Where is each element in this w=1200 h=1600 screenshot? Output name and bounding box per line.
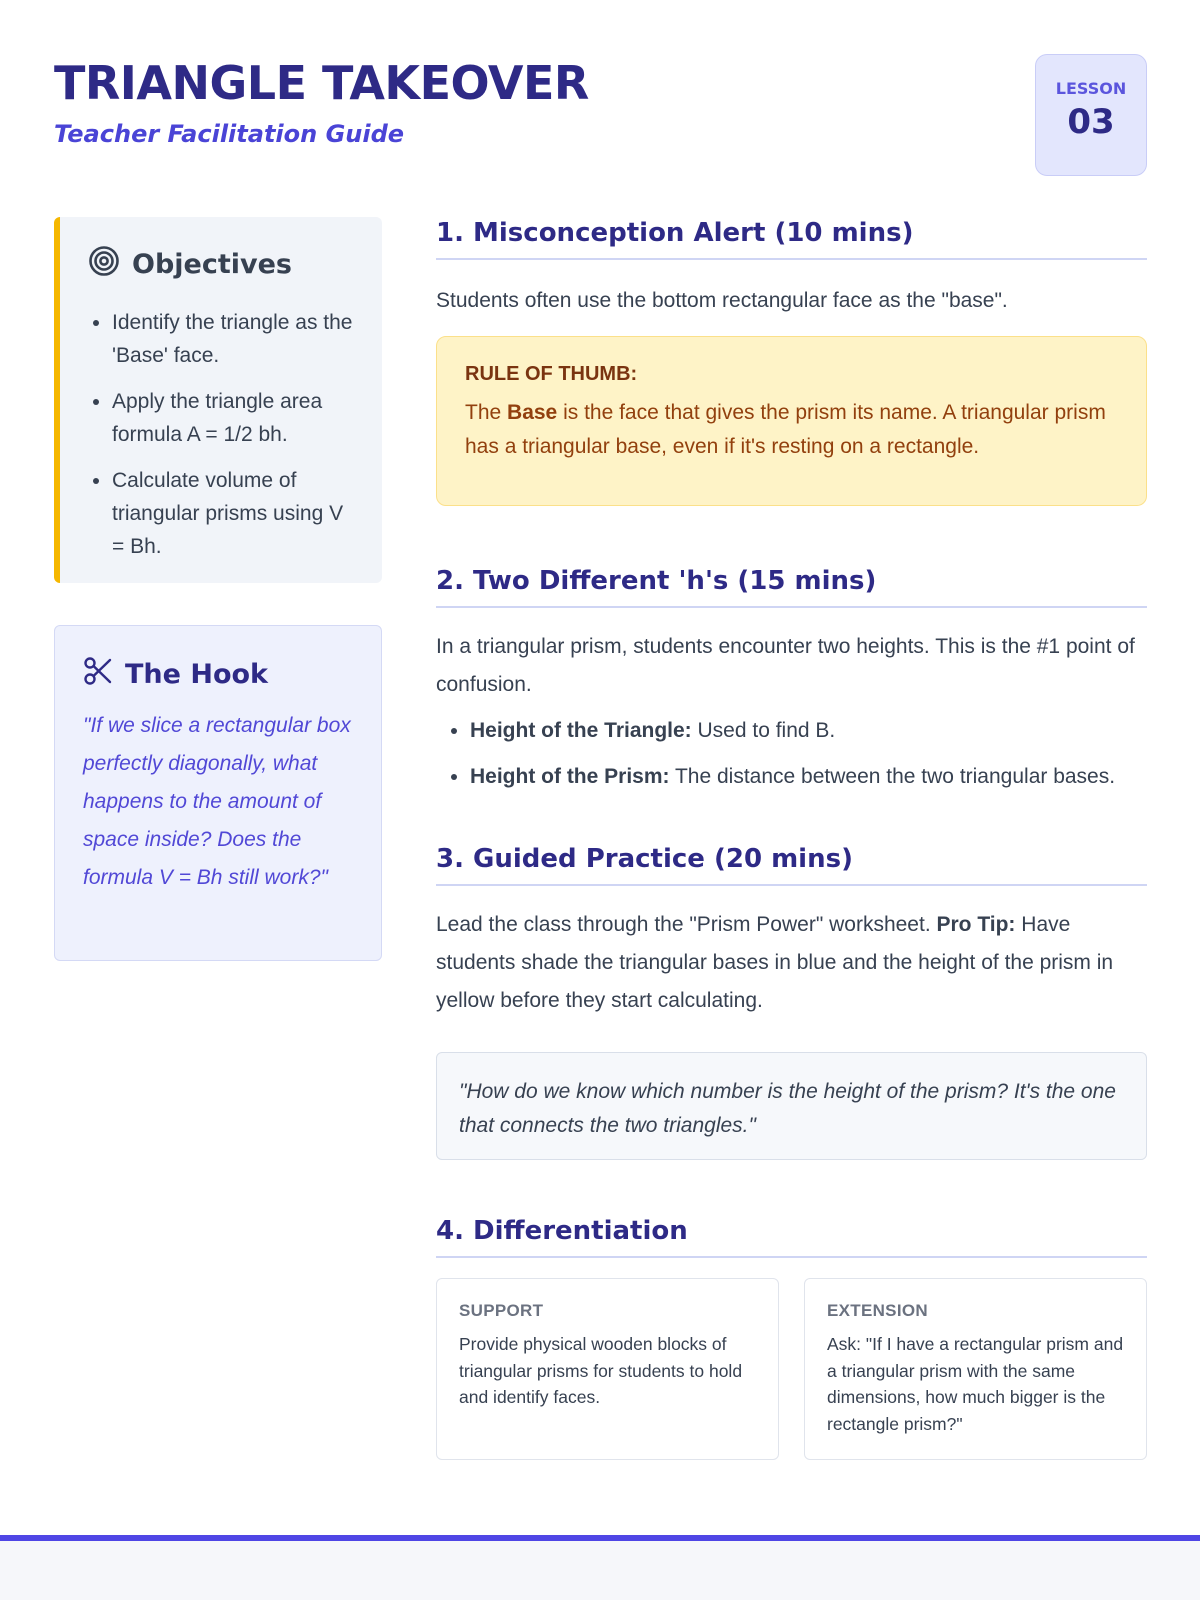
objectives-list [88,306,358,563]
section-title: 4. Differentiation [436,1216,1147,1258]
list-item-term: Height of the Triangle: [470,719,692,742]
extension-text: Ask: "If I have a rectangular prism and a triangular prism with the same dimensions, how much bigger is the rectangle prism?" [827,1334,1124,1434]
section-title: 1. Misconception Alert (10 mins) [436,218,1147,260]
objectives-heading: Objectives [132,249,292,280]
section-title: 2. Two Different 'h's (15 mins) [436,566,1147,608]
section-text: Students often use the bottom rectangular face as the "base". [436,289,1008,312]
hook-quote: "If we slice a rectangular box perfectly diagonally, what happens to the amount of space inside? Does the formula V = Bh still work?" [83,714,351,889]
hook-heading: The Hook [125,659,269,690]
main-content [436,218,1147,1460]
pro-tip-label: Pro Tip: [936,913,1016,936]
list-item [470,716,1147,746]
callout-title: RULE OF THUMB: [465,363,638,385]
lesson-label: LESSON [1055,79,1127,98]
list-item-term: Height of the Prism: [470,765,670,788]
objective-item: • Calculate volume of triangular prisms using V = Bh. [112,464,358,563]
section-differentiation [436,1216,1147,1460]
footer [0,1541,1200,1600]
objective-item: • Identify the triangle as the 'Base' face. [112,306,358,372]
differentiation-cards [436,1278,1147,1460]
section-text: In a triangular prism, students encounter two heights. This is the #1 point of confusion. [436,635,1135,696]
lesson-number: 03 [1067,102,1115,142]
sidebar [54,217,382,961]
section-two-heights [436,566,1147,792]
objective-item: • Apply the triangle area formula A = 1/2 bh. [112,385,358,451]
section-text [436,906,1147,1020]
objectives-card [54,217,382,583]
callout-bold: Base [507,401,558,424]
page-title: TRIANGLE TAKEOVER [54,56,589,110]
callout-text [465,396,1118,464]
hook-heading-row [83,656,357,693]
scissors-icon [83,656,125,693]
extension-card [804,1278,1147,1460]
list-item-text: Used to find B. [691,719,836,742]
support-label: SUPPORT [459,1301,544,1320]
list-item-text: The distance between the two triangular bases. [669,765,1116,788]
rule-of-thumb-callout [436,336,1147,506]
heights-list [436,716,1147,792]
lesson-badge [1035,54,1147,176]
header [54,52,1147,177]
callout-text-end: is the face that gives the prism its name. A triangular prism has a triangular base, even if it's resting on a rectangle. [465,401,1106,458]
section-title: 3. Guided Practice (20 mins) [436,844,1147,886]
section-misconception [436,218,1147,506]
page-subtitle: Teacher Facilitation Guide [54,120,405,148]
support-text: Provide physical wooden blocks of triangular prisms for students to hold and identify faces. [459,1334,743,1407]
callout-text-start: The [465,401,508,424]
section-text-end: Have students shade the triangular bases in blue and the height of the prism in yellow before they start calculating. [436,913,1114,1012]
list-item [470,762,1147,792]
extension-label: EXTENSION [827,1301,928,1320]
section-text-start: Lead the class through the "Prism Power" worksheet. [436,913,937,936]
target-icon [88,245,132,284]
hook-card [54,625,382,961]
section-guided-practice [436,844,1147,1160]
guided-quote: "How do we know which number is the height of the prism? It's the one that connects the two triangles." [436,1052,1147,1160]
objectives-heading-row [88,245,358,284]
support-card [436,1278,779,1460]
